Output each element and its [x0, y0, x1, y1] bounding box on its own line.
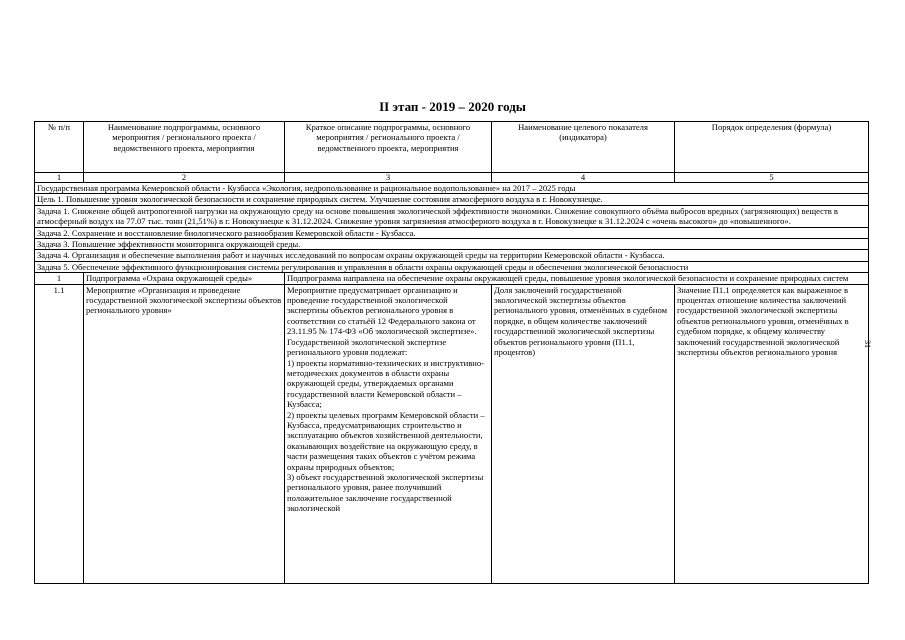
- page-number: 31: [863, 340, 872, 348]
- column-number: 4: [492, 173, 675, 183]
- header-indicator: Наименование целевого показателя (индикатора): [492, 122, 675, 173]
- program-title: Государственная программа Кемеровской области - Кузбасса «Экология, недропользование и рациональное водопользование» на 2017 – 2025 годы: [35, 183, 869, 194]
- column-number: 1: [35, 173, 84, 183]
- header-description: Краткое описание подпрограммы, основного мероприятия / регионального проекта / ведомственного проекта, мероприятия: [285, 122, 492, 173]
- page-title: II этап - 2019 – 2020 годы: [379, 99, 526, 114]
- program-row: [35, 194, 869, 205]
- task-text: Задача 1. Снижение общей антропогенной нагрузки на окружающую среду на основе повышения экологической эффективности экономики. Снижение совокупного объёма выбросов вредных (загрязняющих) веществ в атмосферный воздух на 77.07 тыс. тонн (21,51%) в г. Новокузнецке к 31.12.2024. Снижение уровня загрязнения атмосферного воздуха в г. Новокузнецке к 31.12.2024 с «очень высокого» до «повышенного».: [35, 205, 869, 227]
- column-number: 2: [84, 173, 285, 183]
- program-row: [35, 205, 869, 227]
- column-number: 5: [675, 173, 869, 183]
- program-row: [35, 183, 869, 194]
- measure-description: Мероприятие предусматривает организацию и проведение государственной экологической экспертизы объектов регионального уровня в соответствии со статьёй 12 Федерального закона от 23.11.95 № 174-ФЗ «Об экологической экспертизе». Государственной экологической экспертизе регионального уровня подлежат: 1) проекты нормативно-технических и инструктивно-методических документов в области охраны окружающей среды, утверждаемых органами государственной власти Кемеровской области – Кузбасса; 2) проекты целевых программ Кемеровской области – Кузбасса, предусматривающих строительство и эксплуатацию объектов хозяйственной деятельности, оказывающих воздействие на окружающую среду, в части размещения таких объектов с учётом режима охраны природных объектов; 3) объект государственной экологической экспертизы регионального уровня, ранее получивший положительное заключение государственной экологической: [285, 284, 492, 583]
- subprogram-num: 1: [35, 273, 84, 284]
- subprogram-description: Подпрограмма направлена на обеспечение охраны окружающей среды, повышение уровня экологической безопасности и сохранение природных систем: [285, 273, 869, 284]
- subprogram-row: [35, 273, 869, 284]
- measure-num: 1.1: [35, 284, 84, 583]
- column-number: 3: [285, 173, 492, 183]
- task-text: Задача 3. Повышение эффективности мониторинга окружающей среды.: [35, 239, 869, 250]
- program-table: [34, 121, 869, 584]
- header-name: Наименование подпрограммы, основного мероприятия / регионального проекта / ведомственного проекта, мероприятия: [84, 122, 285, 173]
- subprogram-name: Подпрограмма «Охрана окружающей среды»: [84, 273, 285, 284]
- header-row: [35, 122, 869, 173]
- header-formula: Порядок определения (формула): [675, 122, 869, 173]
- measure-row: [35, 284, 869, 583]
- program-row: [35, 250, 869, 261]
- task-text: Задача 5. Обеспечение эффективного функционирования системы регулирования и управления в области охраны окружающей среды и обеспечения экологической безопасности: [35, 261, 869, 272]
- goal-text: Цель 1. Повышение уровня экологической безопасности и сохранение природных систем. Улучшение состояния атмосферного воздуха в г. Новокузнецке.: [35, 194, 869, 205]
- measure-name: Мероприятие «Организация и проведение государственной экологической экспертизы объектов регионального уровня»: [84, 284, 285, 583]
- header-num: № п/п: [35, 122, 84, 173]
- program-row: [35, 239, 869, 250]
- program-row: [35, 261, 869, 272]
- task-text: Задача 2. Сохранение и восстановление биологического разнообразия Кемеровской области - Кузбасса.: [35, 227, 869, 238]
- program-row: [35, 227, 869, 238]
- measure-indicator: Доля заключений государственной экологической экспертизы объектов регионального уровня, отменённых в судебном порядке, в общем количестве заключений государственной экологической экспертизы объектов регионального уровня (П1.1, процентов): [492, 284, 675, 583]
- task-text: Задача 4. Организация и обеспечение выполнения работ и научных исследований по вопросам охраны окружающей среды на территории Кемеровской области - Кузбасса.: [35, 250, 869, 261]
- measure-formula: Значение П1.1 определяется как выраженное в процентах отношение количества заключений государственной экологической экспертизы объектов регионального уровня, отменённых в судебном порядке, к общему количеству заключений государственной экологической экспертизы объектов регионального уровня: [675, 284, 869, 583]
- column-number-row: [35, 173, 869, 183]
